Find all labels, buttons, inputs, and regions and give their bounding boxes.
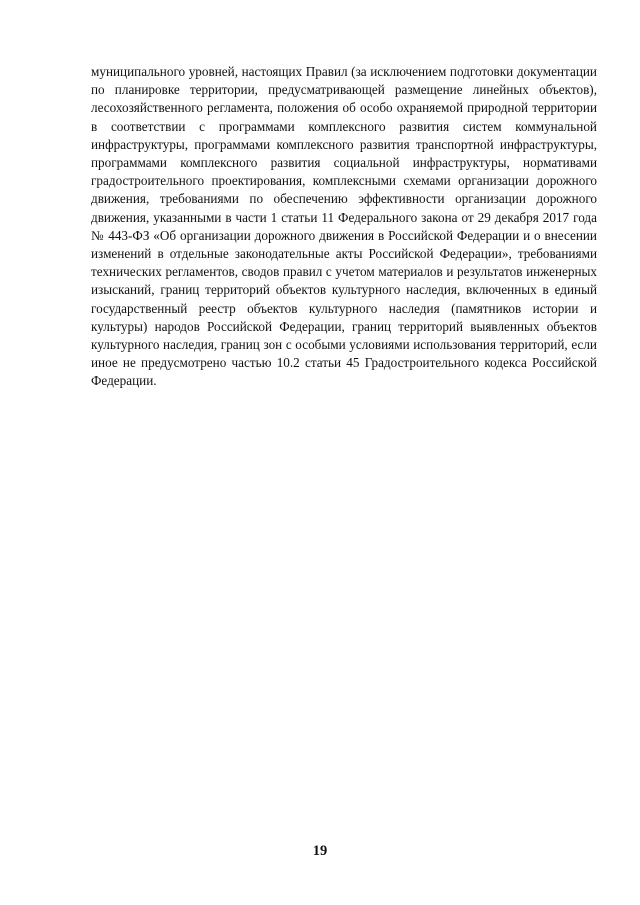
body-paragraph: муниципального уровней, настоящих Правил (за исключением подготовки документации по планировке территории, предусматривающей размещение линейных объектов), лесохозяйственного регламента, положения об особо охраняемой природной территории в соответствии с программами комплексного развития систем коммунальной инфраструктуры, программами комплексного развития транспортной инфраструктуры, программами комплексного развития социальной инфраструктуры, нормативами градостроительного проектирования, комплексными схемами организации дорожного движения, требованиями по обеспечению эффективности организации дорожного движения, указанными в части 1 статьи 11 Федерального закона от 29 декабря 2017 года № 443-ФЗ «Об организации дорожного движения в Российской Федерации и о внесении изменений в отдельные законодательные акты Российской Федерации», требованиями технических регламентов, сводов правил с учетом материалов и результатов инженерных изысканий, границ территорий объектов культурного наследия, включенных в единый государственный реестр объектов культурного наследия (памятников истории и культуры) народов Российской Федерации, границ территорий выявленных объектов культурного наследия, границ зон с особыми условиями использования территорий, если иное не предусмотрено частью 10.2 статьи 45 Градостроительного кодекса Российской Федерации. bbox=[91, 64, 597, 389]
page-number: 19 bbox=[312, 843, 328, 859]
